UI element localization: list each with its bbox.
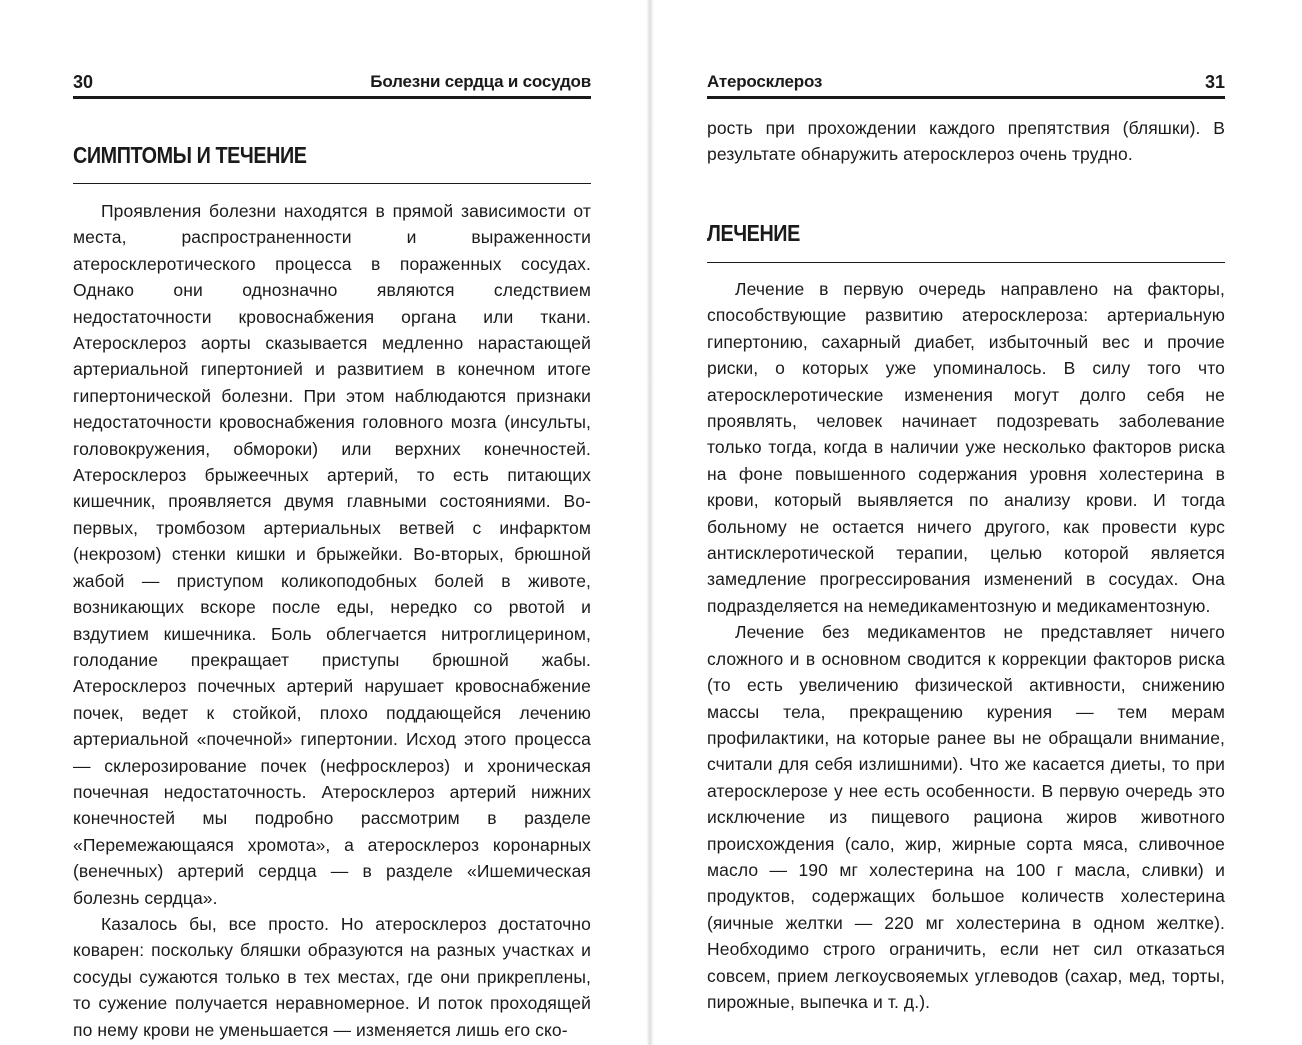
running-title: Атеросклероз [707, 72, 823, 91]
running-head [73, 68, 591, 99]
paragraph: Лечение в первую очередь направлено на факторы, способствующие развитию атеросклероза: артериальную гипертонию, сахарный диабет, избыточный вес и прочие риски, о которых уже упоминалось. В силу того что атеросклеротические изменения могут долго себя не проявлять, человек начинает подозревать заболевание только тогда, когда в наличии уже несколько факторов риска на фоне повышенного содержания уровня холестерина в крови, который выявляется по анализу крови. И тогда больному не остается ничего другого, как провести курс антисклеротической терапии, целью которой является замедление прогрессирования изменений в сосудах. Она подразделяется на немедикаментозную и медикаментозную. [707, 279, 1225, 616]
section-rule [73, 183, 591, 184]
paragraph: Проявления болезни находятся в прямой зависимости от места, распространенности и выраженности атеросклеротического процесса в пораженных сосудах. Однако они однозначно являются следствием недостаточности кровоснабжения органа или ткани. Атеросклероз аорты сказывается медленно нарастающей артериальной гипертонией и развитием в конечном итоге гипертонической болезни. При этом наблюдаются признаки недостаточности кровоснабжения головного мозга (инсульты, головокружения, обмороки) или верхних конечностей. Атеросклероз брыжеечных артерий, то есть питающих кишечник, проявляется двумя главными состояниями. Во-первых, тромбозом артериальных ветвей с инфарктом (некрозом) стенки кишки и брыжейки. Во-вторых, брюшной жабой — приступом коликоподобных болей в животе, возникающих вскоре после еды, нередко со рвотой и вздутием кишечника. Боль облегчается нитроглицерином, голодание прекращает приступы брюшной жабы. Атеросклероз почечных артерий нарушает кровоснабжение почек, ведет к стойкой, плохо поддающейся лечению артериальной «почечной» гипертонии. Исход этого процесса — склерозирование почек (нефросклероз) и хроническая почечная недостаточность. Атеросклероз артерий нижних конечностей мы подробно рассмотрим в разделе «Перемежающаяся хромота», а атеросклероз коронарных (венечных) артерий сердца — в разделе «Ишемическая болезнь сердца». [73, 201, 591, 908]
page-number: 31 [1204, 72, 1225, 92]
body-text [707, 276, 1225, 1015]
running-title: Болезни сердца и сосудов [370, 72, 591, 91]
section-title: СИМПТОМЫ И ТЕЧЕНИЕ [73, 142, 307, 168]
running-head [707, 68, 1225, 99]
continuation-text [707, 115, 1225, 168]
right-page [652, 0, 1302, 1045]
section-title: ЛЕЧЕНИЕ [707, 220, 800, 246]
section-rule [707, 262, 1225, 263]
paragraph: рость при прохождении каждого препятствия (бляшки). В результате обнаружить атеросклероз очень трудно. [707, 118, 1225, 165]
page-number: 30 [73, 72, 94, 92]
left-page [0, 0, 650, 1045]
paragraph: Лечение без медикаментов не представляет ничего сложного и в основном сводится к коррекции факторов риска (то есть увеличению физической активности, снижению массы тела, прекращению курения — тем мерам профилактики, на которые ранее вы не обращали внимание, считали для себя излишними). Что же касается диеты, то при атеросклерозе у нее есть особенности. В первую очередь это исключение из пищевого рациона жиров животного происхождения (сало, жир, жирные сорта мяса, сливочное масло — 190 мг холестерина на 100 г масла, сливки) и продуктов, содержащих большое количеств холестерина (яичные желтки — 220 мг холестерина в одном желтке). Необходимо строго ограничить, если нет сил отказаться совсем, прием легкоусвояемых углеводов (сахар, мед, торты, пирожные, выпечка и т. д.). [707, 622, 1225, 1012]
body-text [73, 198, 591, 1043]
paragraph: Казалось бы, все просто. Но атеросклероз достаточно коварен: поскольку бляшки образуются на разных участках и сосуды сужаются только в тех местах, где они прикреплены, то сужение получается неравномерное. И поток проходящей по нему крови не уменьшается — изменяется лишь его ско- [73, 913, 591, 1040]
